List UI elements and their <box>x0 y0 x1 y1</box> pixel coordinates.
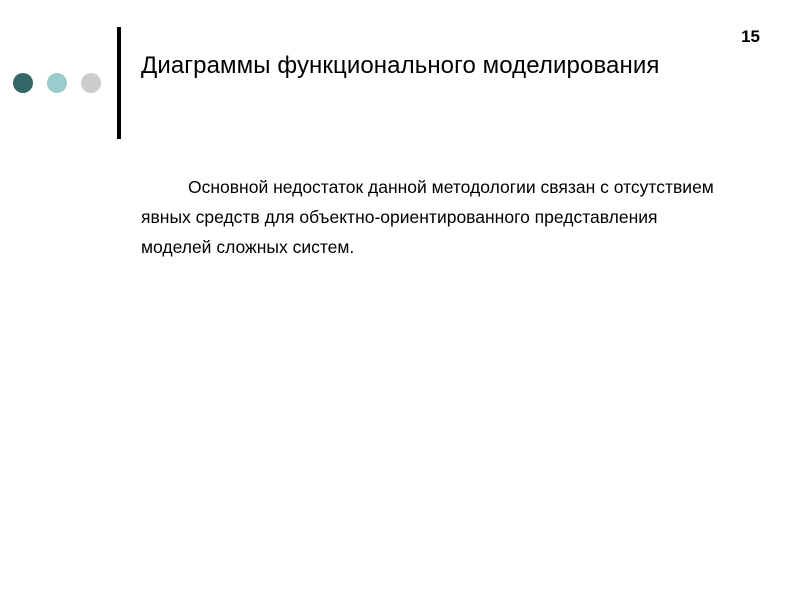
decor-dot-gray <box>81 73 101 93</box>
slide-title: Диаграммы функционального моделирования <box>141 52 660 79</box>
decor-dot-light <box>47 73 67 93</box>
title-divider-line <box>117 27 121 139</box>
slide-number: 15 <box>741 27 760 46</box>
decor-dot-dark <box>13 73 33 93</box>
slide-body-text: Основной недостаток данной методологии связан с отсутствием явных средств для объектно-ориентированного представления моделей сложных систем. <box>141 177 714 257</box>
